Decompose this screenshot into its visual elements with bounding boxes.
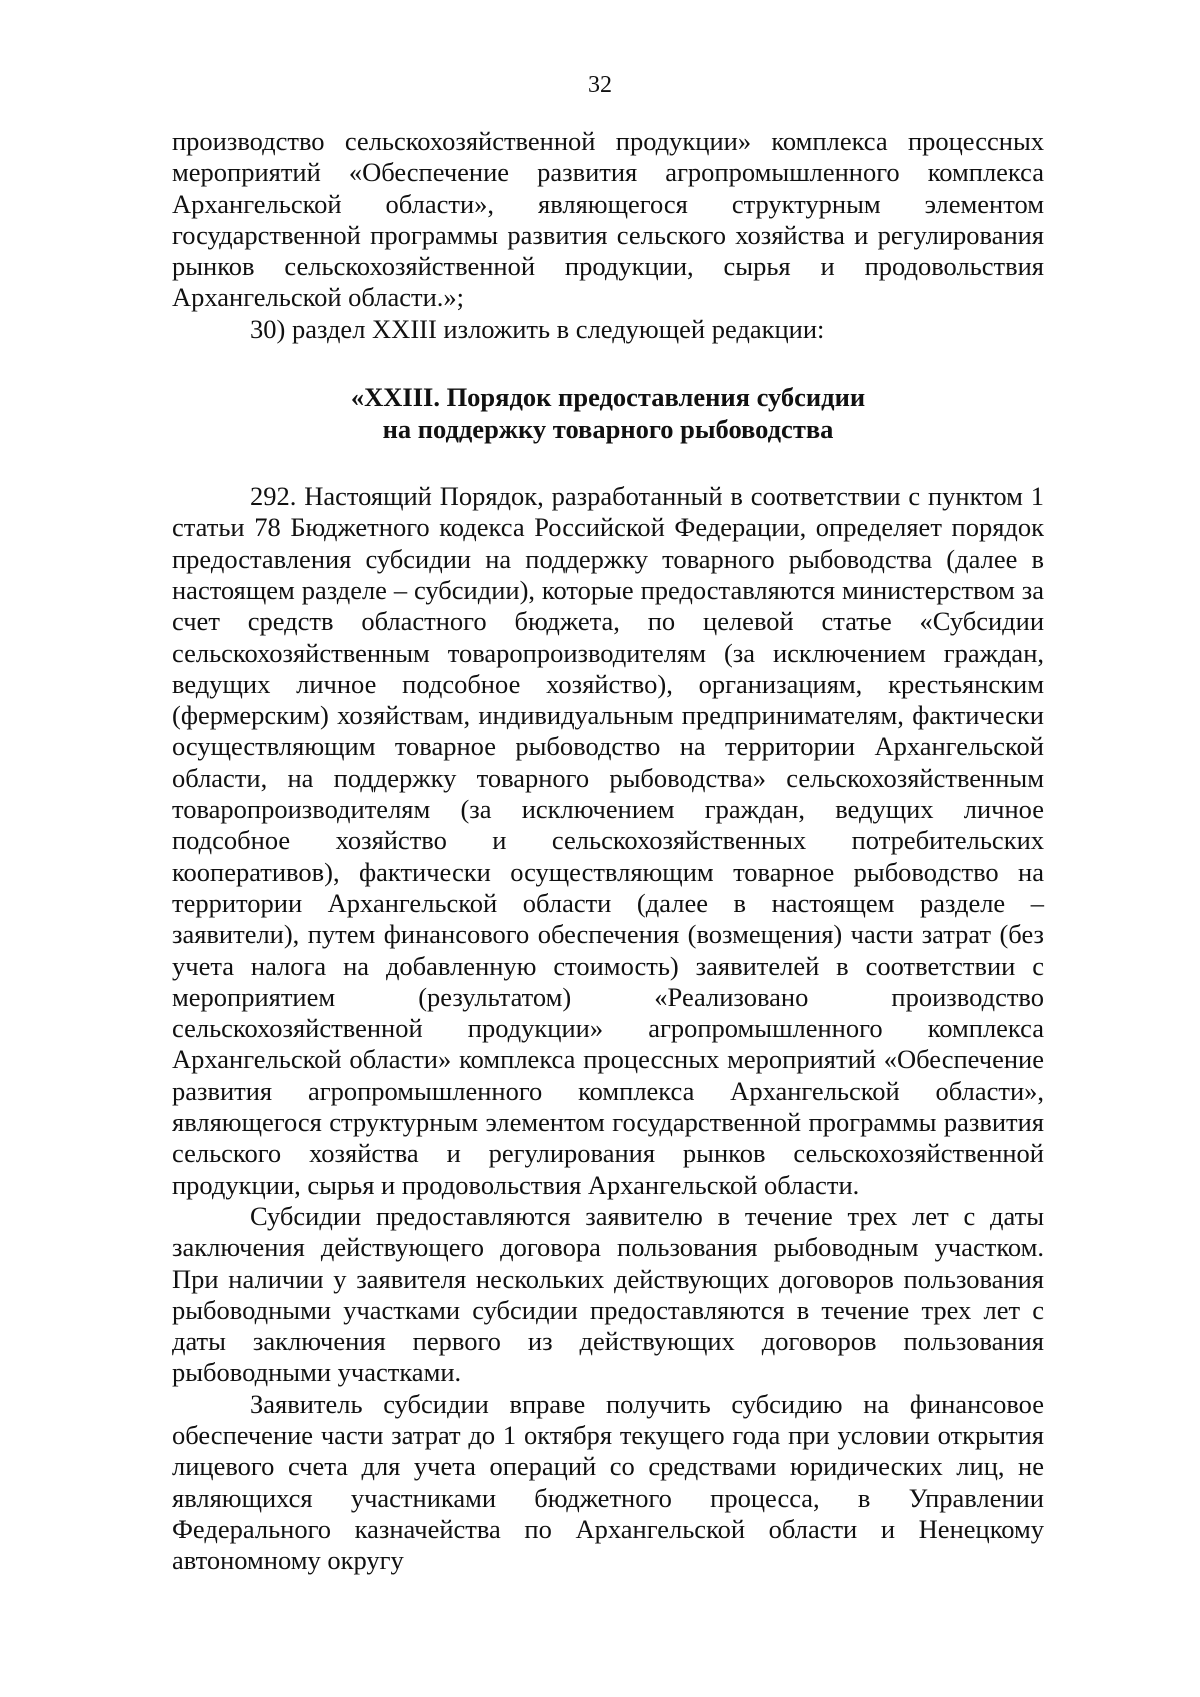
- document-body: [172, 126, 1044, 1576]
- section-heading-line-2: на поддержку товарного рыбоводства: [382, 414, 834, 445]
- paragraph-subsidy-period: Субсидии предоставляются заявителю в течение трех лет с даты заключения действующего договора пользования рыбоводным участком. При наличии у заявителя нескольких действующих договоров пользования рыбоводными участками субсидии предоставляются в течение трех лет с даты заключения первого из действующих договоров пользования рыбоводными участками.: [172, 1200, 1044, 1388]
- paragraph-continuation: производство сельскохозяйственной продукции» комплекса процессных мероприятий «Обеспечение развития агропромышленного комплекса Архангельской области», являющегося структурным элементом государственной программы развития сельского хозяйства и регулирования рынков сельскохозяйственной продукции, сырья и продовольствия Архангельской области.»;: [172, 126, 1044, 313]
- section-heading: [172, 381, 1044, 445]
- paragraph-amendment-item: 30) раздел XXIII изложить в следующей редакции:: [250, 313, 825, 344]
- paragraph-292: 292. Настоящий Порядок, разработанный в соответствии с пунктом 1 статьи 78 Бюджетного кодекса Российской Федерации, определяет порядок предоставления субсидии на поддержку товарного рыбоводства (далее в настоящем разделе – субсидии), которые предоставляются министерством за счет средств областного бюджета, по целевой статье «Субсидии сельскохозяйственным товаропроизводителям (за исключением граждан, ведущих личное подсобное хозяйство), организациям, крестьянским (фермерским) хозяйствам, индивидуальным предпринимателям, фактически осуществляющим товарное рыбоводство на территории Архангельской области, на поддержку товарного рыбоводства» сельскохозяйственным товаропроизводителям (за исключением граждан, ведущих личное подсобное хозяйство и сельскохозяйственных потребительских кооперативов), фактически осуществляющим товарное рыбоводство на территории Архангельской области (далее в настоящем разделе – заявители), путем финансового обеспечения (возмещения) части затрат (без учета налога на добавленную стоимость) заявителей в соответствии с мероприятием (результатом) «Реализовано производство сельскохозяйственной продукции» агропромышленного комплекса Архангельской области» комплекса процессных мероприятий «Обеспечение развития агропромышленного комплекса Архангельской области», являющегося структурным элементом государственной программы развития сельского хозяйства и регулирования рынков сельскохозяйственной продукции, сырья и продовольствия Архангельской области.: [172, 481, 1044, 1200]
- section-heading-line-1: «XXIII. Порядок предоставления субсидии: [350, 382, 866, 413]
- paragraph-applicant-rights: Заявитель субсидии вправе получить субсидию на финансовое обеспечение части затрат до 1 октября текущего года при условии открытия лицевого счета для учета операций со средствами юридических лиц, не являющихся участниками бюджетного процесса, в Управлении Федерального казначейства по Архангельской области и Ненецкому автономному округу: [172, 1388, 1044, 1576]
- page-number: 32: [588, 72, 612, 98]
